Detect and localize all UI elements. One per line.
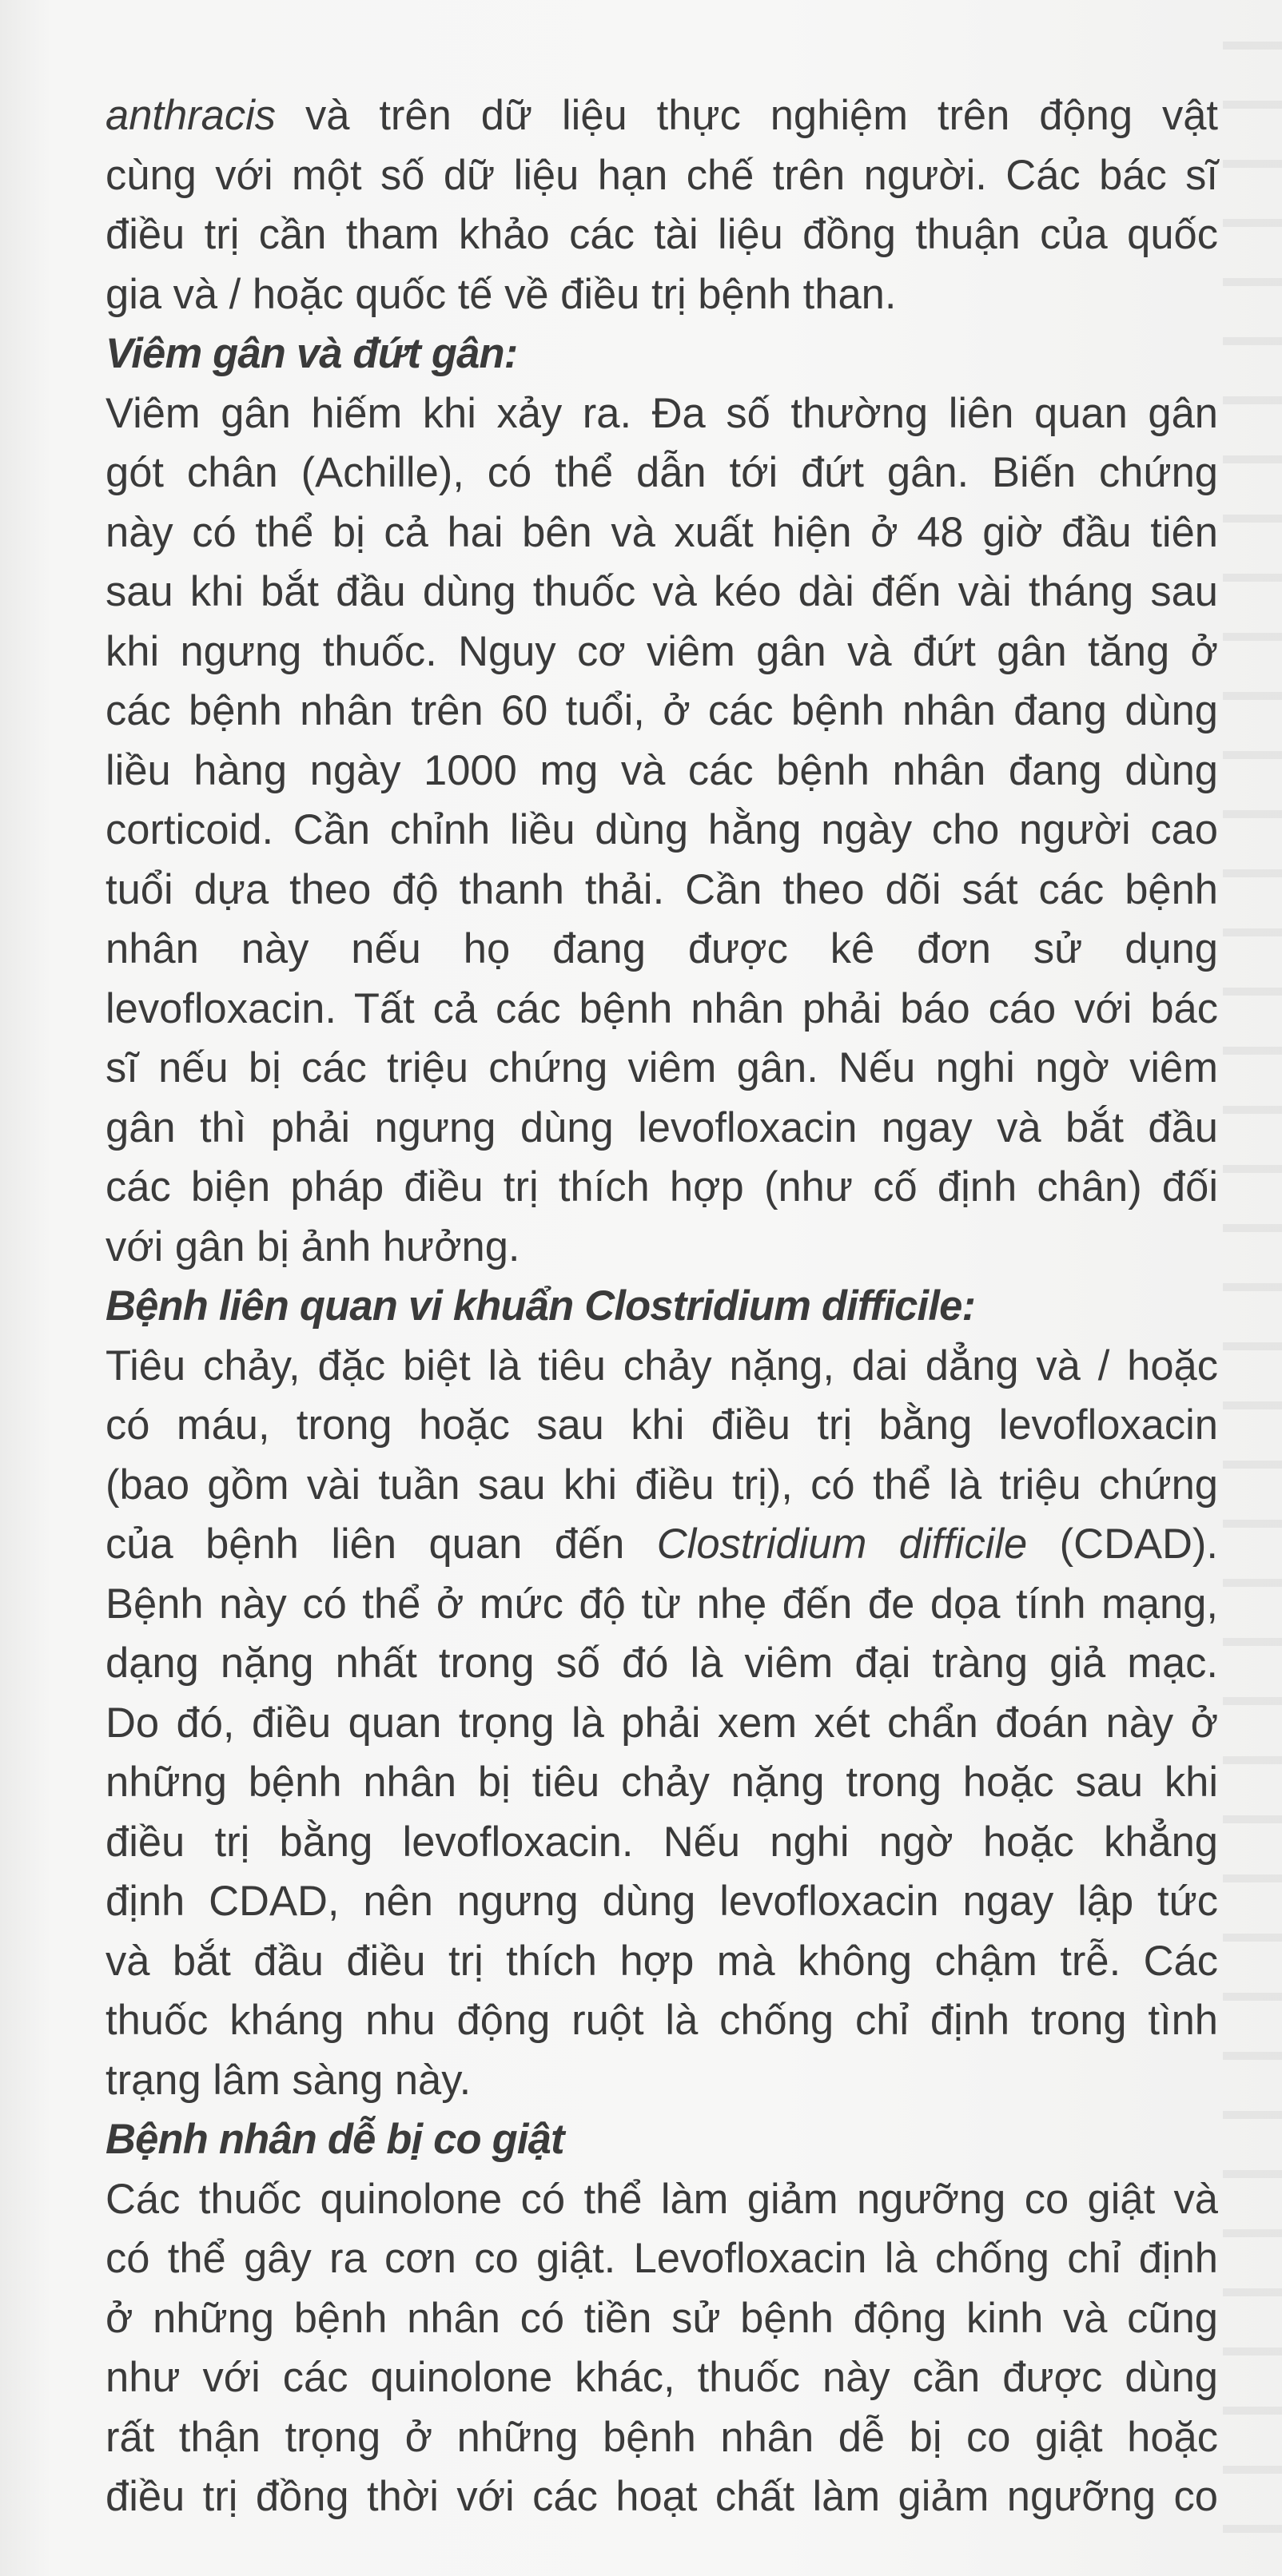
text-segment: nhân này nếu họ đang được kê đơn sử dụng <box>106 925 1218 972</box>
text-segment: có thể gây ra cơn co giật. Levofloxacin là chống chỉ định <box>106 2235 1218 2282</box>
text-line <box>106 1813 1218 1873</box>
text-segment: corticoid. Cần chỉnh liều dùng hằng ngày cho người cao <box>106 806 1218 853</box>
text-line <box>106 2051 1218 2111</box>
text-line <box>106 2467 1218 2527</box>
text-segment: điều trị cần tham khảo các tài liệu đồng thuận của quốc <box>106 211 1218 258</box>
text-segment: các biện pháp điều trị thích hợp (như cố định chân) đối <box>106 1163 1218 1210</box>
text-line <box>106 1396 1218 1456</box>
document-text <box>106 86 1218 2527</box>
text-segment: thuốc kháng nhu động ruột là chống chỉ định trong tình <box>106 1997 1218 2044</box>
text-segment: với gân bị ảnh hưởng. <box>106 1222 520 1270</box>
text-line <box>106 146 1218 206</box>
text-segment: này có thể bị cả hai bên và xuất hiện ở 48 giờ đầu tiên <box>106 508 1218 556</box>
text-segment: (CDAD). <box>1027 1521 1218 1568</box>
text-segment: Bệnh nhân dễ bị co giật <box>106 2116 564 2163</box>
text-segment: điều trị đồng thời với các hoạt chất làm giảm ngưỡng co <box>106 2473 1218 2520</box>
text-line <box>106 861 1218 920</box>
section-heading <box>106 1277 1218 1337</box>
text-line <box>106 1515 1218 1575</box>
text-segment: sau khi bắt đầu dùng thuốc và kéo dài đến vài tháng sau <box>106 568 1218 615</box>
text-segment: có máu, trong hoặc sau khi điều trị bằng levofloxacin <box>106 1401 1218 1449</box>
text-segment: Do đó, điều quan trọng là phải xem xét chẩn đoán này ở <box>106 1699 1218 1747</box>
text-line <box>106 1753 1218 1813</box>
text-segment: rất thận trọng ở những bệnh nhân dễ bị co giật hoặc <box>106 2413 1218 2461</box>
text-line <box>106 801 1218 861</box>
text-line <box>106 741 1218 801</box>
text-line <box>106 205 1218 265</box>
text-segment: như với các quinolone khác, thuốc này cần được dùng <box>106 2354 1218 2401</box>
text-segment: Viêm gân và đứt gân: <box>106 330 518 377</box>
italic-text: anthracis <box>106 92 277 139</box>
italic-text: Clostridium difficile <box>656 1521 1028 1568</box>
text-line <box>106 682 1218 741</box>
text-line <box>106 1575 1218 1635</box>
text-segment: định CDAD, nên ngưng dùng levofloxacin ngay lập tức <box>106 1878 1218 1925</box>
text-line <box>106 1872 1218 1932</box>
text-line <box>106 2408 1218 2468</box>
text-segment: trạng lâm sàng này. <box>106 2056 472 2104</box>
text-line <box>106 2348 1218 2408</box>
text-segment: sĩ nếu bị các triệu chứng viêm gân. Nếu nghi ngờ viêm <box>106 1044 1218 1091</box>
text-segment: của bệnh liên quan đến <box>106 1521 657 1568</box>
text-line <box>106 1456 1218 1516</box>
text-segment: gót chân (Achille), có thể dẫn tới đứt gân. Biến chứng <box>106 449 1218 496</box>
text-line <box>106 384 1218 444</box>
text-segment: (bao gồm vài tuần sau khi điều trị), có thể là triệu chứng <box>106 1461 1218 1509</box>
text-line <box>106 1694 1218 1754</box>
text-segment: ở những bệnh nhân có tiền sử bệnh động kinh và cũng <box>106 2294 1218 2342</box>
text-segment: liều hàng ngày 1000 mg và các bệnh nhân đang dùng <box>106 746 1218 794</box>
text-segment: các bệnh nhân trên 60 tuổi, ở các bệnh nhân đang dùng <box>106 687 1218 734</box>
text-segment: điều trị bằng levofloxacin. Nếu nghi ngờ hoặc khẳng <box>106 1818 1218 1866</box>
text-line <box>106 920 1218 980</box>
text-line <box>106 1337 1218 1397</box>
text-segment: Tiêu chảy, đặc biệt là tiêu chảy nặng, dai dẳng và / hoặc <box>106 1342 1218 1389</box>
text-line <box>106 1099 1218 1159</box>
text-line <box>106 1932 1218 1992</box>
text-line <box>106 1158 1218 1218</box>
text-line <box>106 563 1218 622</box>
text-segment: gia và / hoặc quốc tế về điều trị bệnh than. <box>106 270 897 318</box>
text-segment: và trên dữ liệu thực nghiệm trên động vật <box>276 92 1218 139</box>
text-segment: và bắt đầu điều trị thích hợp mà không chậm trễ. Các <box>106 1937 1218 1985</box>
text-segment: Viêm gân hiếm khi xảy ra. Đa số thường liên quan gân <box>106 389 1218 437</box>
text-line <box>106 2170 1218 2230</box>
text-segment: Các thuốc quinolone có thể làm giảm ngưỡng co giật và <box>106 2175 1218 2223</box>
text-line <box>106 980 1218 1040</box>
text-segment: cùng với một số dữ liệu hạn chế trên người. Các bác sĩ <box>106 151 1218 199</box>
text-segment: gân thì phải ngưng dùng levofloxacin ngay và bắt đầu <box>106 1103 1218 1151</box>
text-line <box>106 86 1218 146</box>
text-segment: Bệnh liên quan vi khuẩn Clostridium difficile: <box>106 1282 976 1330</box>
text-line <box>106 622 1218 682</box>
text-line <box>106 1039 1218 1099</box>
section-heading <box>106 324 1218 384</box>
text-segment: tuổi dựa theo độ thanh thải. Cần theo dõi sát các bệnh <box>106 865 1218 913</box>
text-segment: khi ngưng thuốc. Nguy cơ viêm gân và đứt gân tăng ở <box>106 627 1218 675</box>
text-line <box>106 2289 1218 2349</box>
text-line <box>106 1991 1218 2051</box>
text-segment: dạng nặng nhất trong số đó là viêm đại tràng giả mạc. <box>106 1640 1218 1687</box>
text-segment: những bệnh nhân bị tiêu chảy nặng trong hoặc sau khi <box>106 1759 1218 1806</box>
text-line <box>106 503 1218 563</box>
text-segment: levofloxacin. Tất cả các bệnh nhân phải báo cáo với bác <box>106 984 1218 1032</box>
text-line <box>106 1218 1218 1278</box>
text-segment: Bệnh này có thể ở mức độ từ nhẹ đến đe dọa tính mạng, <box>106 1580 1218 1628</box>
text-line <box>106 2229 1218 2289</box>
facing-page-edge <box>1223 0 1282 2576</box>
text-line <box>106 1634 1218 1694</box>
text-line <box>106 265 1218 325</box>
text-line <box>106 443 1218 503</box>
section-heading <box>106 2110 1218 2170</box>
